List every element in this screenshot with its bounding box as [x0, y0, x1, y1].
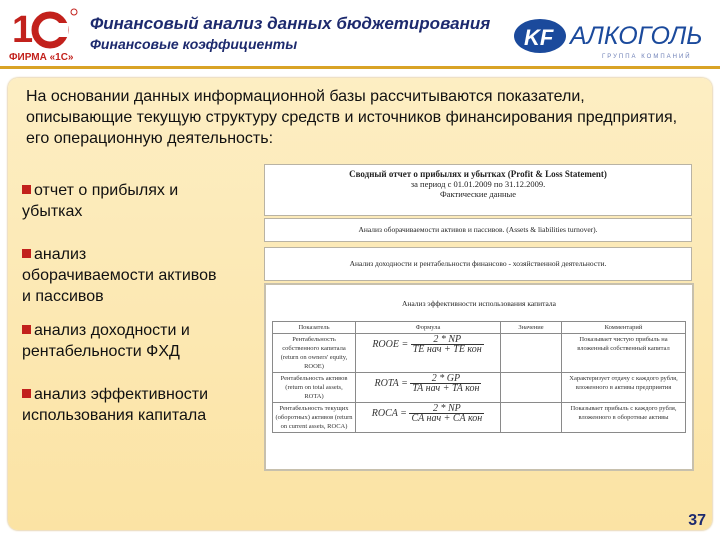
bullet-label: анализ оборачиваемости активов и пассивов	[22, 246, 217, 305]
bullet-marker	[22, 389, 31, 398]
capital-report-title: Анализ эффективности использования капитала	[401, 299, 556, 308]
bullet-item	[22, 180, 222, 222]
table-header-row	[273, 322, 686, 334]
bullet-marker	[22, 249, 31, 258]
ratio-name: Рентабельность текущих (оборотных) активов (return on current assets, ROCA)	[273, 403, 356, 433]
column-header: Формула	[356, 322, 501, 334]
ratio-formula	[356, 373, 501, 403]
ratio-comment: Показывает чистую прибыль на вложенный собственный капитал	[562, 334, 686, 373]
bullet-item	[22, 244, 222, 307]
formula-numerator: 2 * NP	[409, 404, 484, 414]
ratio-name: Рентабельность собственного капитала (return on owners' equity, ROOE)	[273, 334, 356, 373]
alkogol-logo-text: АЛКОГОЛЬ	[570, 22, 703, 50]
header-divider	[0, 66, 720, 69]
turnover-report-thumbnail[interactable]	[264, 218, 692, 242]
bullet-label: анализ доходности и рентабельности ФХД	[22, 322, 190, 360]
column-header: Показатель	[273, 322, 356, 334]
table-row	[273, 334, 686, 373]
bullet-label: анализ эффективности использования капитала	[22, 386, 209, 424]
pl-report-title: Сводный отчет о прибылях и убытках (Profit & Loss Statement)	[349, 169, 607, 179]
profitability-report-title: Анализ доходности и рентабельности финансово - хозяйственной деятельности.	[349, 259, 607, 268]
ratio-value	[501, 334, 562, 373]
pl-report-period: за период с 01.01.2009 по 31.12.2009.	[410, 179, 546, 189]
1c-logo	[8, 6, 80, 64]
bullet-marker	[22, 185, 31, 194]
formula-denominator: TA нач + TA кон	[412, 383, 480, 394]
formula-lhs: ROOE =	[372, 338, 409, 350]
bullet-item	[22, 384, 252, 426]
pl-report-thumbnail[interactable]	[264, 164, 692, 216]
intro-text: На основании данных информационной базы рассчитываются показатели, описывающие текущую структуру средств и источников финансирования предприятия, его операционную деятельность:	[26, 88, 678, 147]
ratio-comment: Показывает прибыль с каждого рубля, вложенного в оборотные активы	[562, 403, 686, 433]
column-header: Значение	[501, 322, 562, 334]
svg-text:1: 1	[12, 9, 34, 51]
ratio-value	[501, 373, 562, 403]
formula-lhs: ROTA =	[374, 377, 408, 389]
bullet-item	[22, 320, 232, 362]
formula-lhs: ROCA =	[371, 407, 407, 419]
ratio-formula	[356, 334, 501, 373]
table-row	[273, 373, 686, 403]
formula-denominator: TE нач + TE кон	[412, 344, 482, 355]
profitability-report-thumbnail[interactable]	[264, 247, 692, 281]
1c-logo-text: ФИРМА «1С»	[9, 52, 74, 63]
page-subtitle: Финансовые коэффициенты	[90, 36, 298, 52]
bullet-label: отчет о прибылях и убытках	[22, 182, 179, 220]
page-title: Финансовый анализ данных бюджетирования	[90, 14, 491, 33]
ratio-value	[501, 403, 562, 433]
formula-denominator: CA нач + CA кон	[411, 413, 483, 424]
ratio-formula	[356, 403, 501, 433]
ratio-comment: Характеризует отдачу с каждого рубля, вложенного в активы предприятия	[562, 373, 686, 403]
table-row	[273, 403, 686, 433]
ratios-table	[272, 321, 686, 433]
ratio-name: Рентабельность активов (return on total assets, ROTA)	[273, 373, 356, 403]
pl-report-type: Фактические данные	[439, 189, 517, 199]
capital-efficiency-report-thumbnail[interactable]	[264, 283, 694, 471]
page-number: 37	[688, 512, 706, 529]
alkogol-logo	[512, 10, 712, 68]
formula-numerator: 2 * GP	[410, 374, 481, 384]
svg-text:KF: KF	[524, 25, 554, 50]
formula-numerator: 2 * NP	[411, 335, 484, 345]
turnover-report-title: Анализ оборачиваемости активов и пассивов. (Assets & liabilities turnover).	[358, 225, 598, 234]
bullet-marker	[22, 325, 31, 334]
column-header: Комментарий	[562, 322, 686, 334]
alkogol-logo-tagline: ГРУППА КОМПАНИЙ	[602, 54, 692, 60]
